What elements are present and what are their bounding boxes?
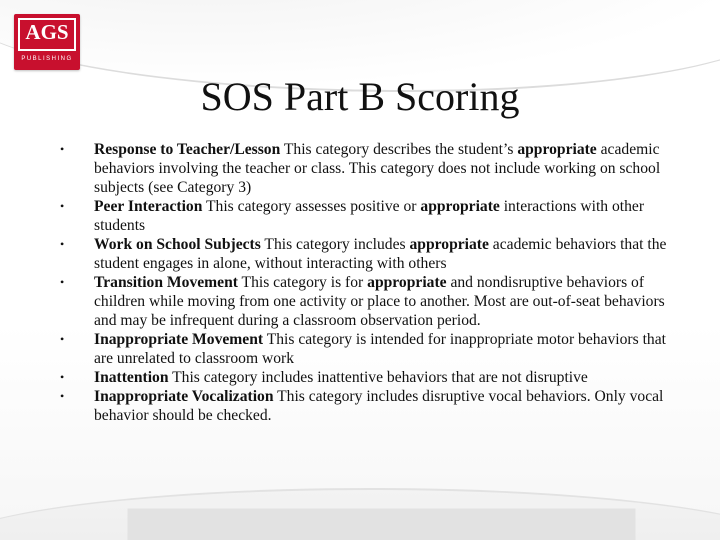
ags-logo [14, 14, 80, 70]
list-item [60, 273, 680, 330]
item-text: academic behaviors that the student engages in alone, without interacting with others [94, 236, 667, 272]
item-text: interactions with other students [94, 198, 645, 234]
list-item [60, 197, 680, 235]
item-text: This category includes inattentive behaviors that are not disruptive [168, 369, 588, 386]
item-term: Inattention [94, 369, 169, 386]
list-item [60, 330, 680, 368]
item-term: Transition Movement [94, 274, 238, 291]
footer-swoosh [0, 488, 720, 540]
bullet-icon: • [60, 199, 65, 213]
item-term: Response to Teacher/Lesson [94, 141, 281, 158]
category-list [60, 140, 680, 425]
item-emphasis: appropriate [409, 236, 489, 253]
bullet-icon: • [60, 370, 65, 384]
item-emphasis: appropriate [420, 198, 500, 215]
item-text: This category is intended for inappropriate motor behaviors that are unrelated to classroom work [94, 331, 666, 367]
item-text: and nondisruptive behaviors of children while moving from one activity or place to another. Most are out-of-seat behaviors and may be infrequent during a classroom observation period. [94, 274, 665, 329]
list-item [60, 368, 680, 387]
item-term: Peer Interaction [94, 198, 203, 215]
item-term: Work on School Subjects [94, 236, 261, 253]
item-text: This category assesses positive or [202, 198, 421, 215]
list-item [60, 235, 680, 273]
list-item [60, 140, 680, 197]
bullet-icon: • [60, 332, 65, 346]
bullet-icon: • [60, 237, 65, 251]
list-item [60, 387, 680, 425]
item-emphasis: appropriate [517, 141, 597, 158]
bullet-icon: • [60, 142, 65, 156]
item-term: Inappropriate Movement [94, 331, 264, 348]
item-text: This category describes the student’s [280, 141, 518, 158]
logo-subtext: PUBLISHING [21, 56, 73, 62]
bullet-icon: • [60, 275, 65, 289]
slide-title: SOS Part B Scoring [200, 74, 520, 119]
item-text: This category includes disruptive vocal behaviors. Only vocal behavior should be checked. [94, 388, 664, 424]
item-term: Inappropriate Vocalization [94, 388, 274, 405]
item-text: This category is for [237, 274, 368, 291]
item-text: This category includes [260, 236, 410, 253]
item-text: academic behaviors involving the teacher or class. This category does not include working on school subjects (see Category 3) [94, 141, 661, 196]
item-emphasis: appropriate [367, 274, 447, 291]
bullet-icon: • [60, 389, 65, 403]
logo-text: AGS [25, 20, 69, 44]
